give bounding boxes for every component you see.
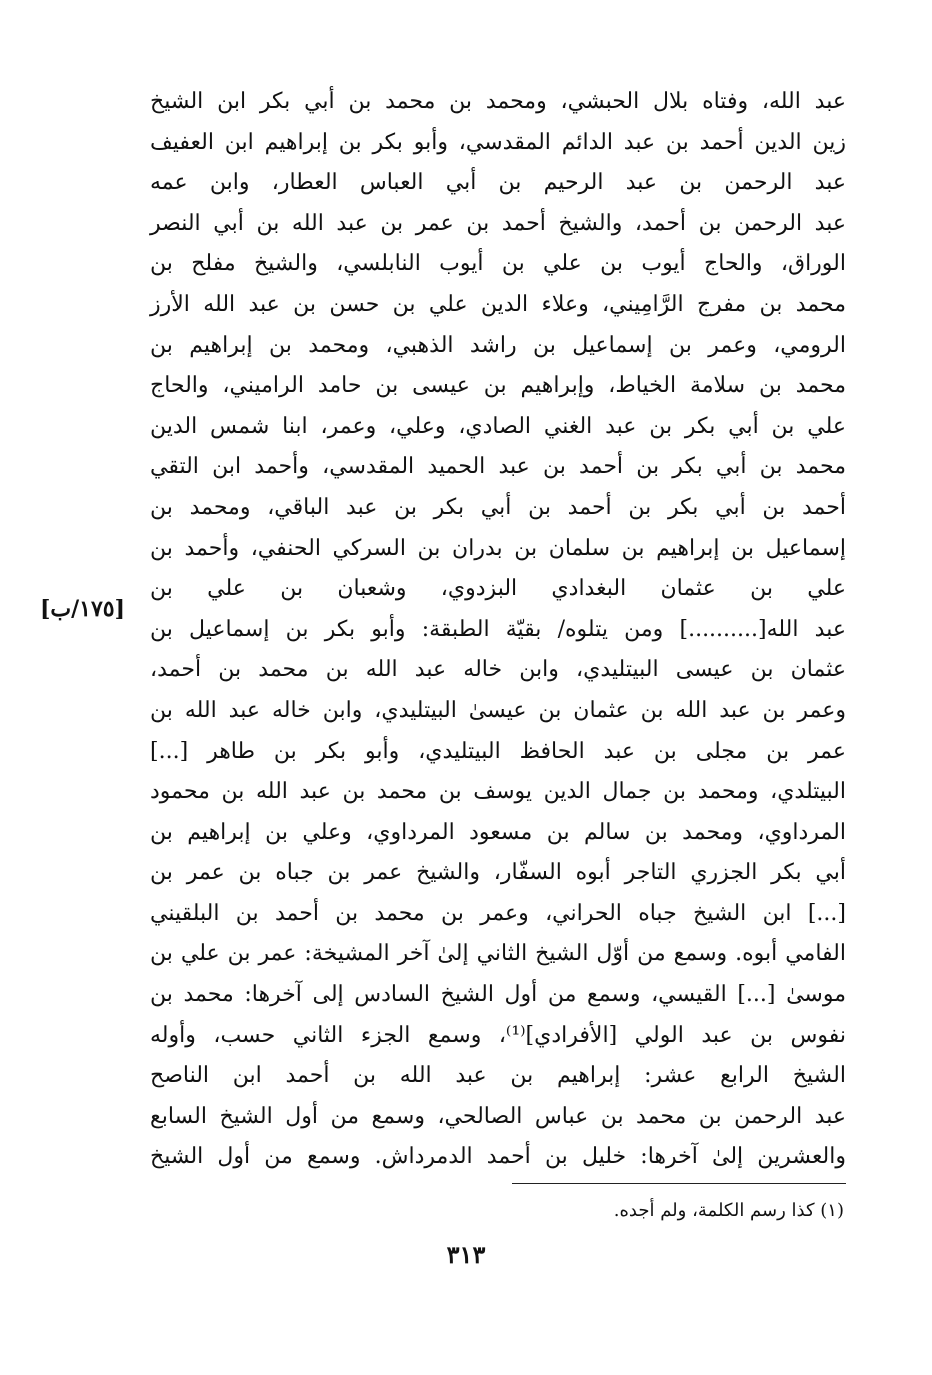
- footnote-separator: [512, 1183, 846, 1184]
- text-line-8: محمد بن سلامة الخياط، وإبراهيم بن عيسى بن حامد الراميني، والحاج: [150, 373, 846, 399]
- text-line-27: والعشرين إلىٰ آخرها: خليل بن أحمد الدمرداش. وسمع من أول الشيخ: [150, 1144, 846, 1170]
- text-line-15: عثمان بن عيسى البيتليدي، وابن خاله عبد الله بن محمد بن أحمد،: [150, 657, 846, 683]
- text-line-12: إسماعيل بن إبراهيم بن سلمان بن بدران بن السركي الحنفي، وأحمد بن: [150, 535, 846, 561]
- manuscript-folio-reference: [١٧٥/ب]: [40, 596, 126, 622]
- text-line-19: المرداوي، ومحمد بن سالم بن مسعود المرداوي، وعلي بن إبراهيم بن: [150, 819, 846, 845]
- text-line-6: محمد بن مفرج الرَّامِيني، وعلاء الدين علي بن حسن بن عبد الله الأرز: [150, 291, 846, 317]
- text-line-23: موسىٰ [...] القيسي، وسمع من أول الشيخ السادس إلى آخرها: محمد بن: [150, 982, 846, 1008]
- text-line-9: علي بن أبي بكر بن عبد الغني الصادي، وعلي، وعمر، ابنا شمس الدين: [150, 413, 846, 439]
- text-line-25: الشيخ الرابع عشر: إبراهيم بن عبد الله بن أحمد ابن الناصح: [150, 1063, 846, 1089]
- text-line-3: عبد الرحمن بن عبد الرحيم بن أبي العباس العطار، وابن عمه: [150, 170, 846, 196]
- text-line-21: [...] ابن الشيخ جباه الحراني، وعمر بن محمد بن أحمد بن البلقيني: [150, 900, 846, 926]
- text-line-26: عبد الرحمن بن محمد بن عباس الصالحي، وسمع من أول الشيخ السابع: [150, 1103, 846, 1129]
- footnote-1: (١) كذا رسم الكلمة، ولم أجده.: [613, 1200, 844, 1221]
- text-line-5: الوراق، والحاج أيوب بن علي بن أيوب النابلسي، والشيخ مفلح بن: [150, 251, 846, 277]
- text-line-20: أبي بكر الجزري التاجر أبوه السفّار، والشيخ عمر بن جباه بن عمر بن: [150, 860, 846, 886]
- page-number: ٣١٣: [446, 1240, 486, 1269]
- text-line-14: عبد الله[..........] ومن يتلوه/ بقيّة الطبقة: وأبو بكر بن إسماعيل بن: [150, 616, 846, 642]
- text-line-10: محمد بن أبي بكر بن أحمد بن عبد الحميد المقدسي، وأحمد ابن التقي: [150, 454, 846, 480]
- text-line-22: الفامي أبوه. وسمع من أوّل الشيخ الثاني إلىٰ آخر المشيخة: عمر بن علي بن: [150, 941, 846, 967]
- text-line-11: أحمد بن أبي بكر بن أحمد بن أبي بكر بن عبد الباقي، ومحمد بن: [150, 494, 846, 520]
- text-line-24: نفوس بن عبد الولي [الأفرادي]⁽¹⁾، وسمع الجزء الثاني حسب، وأوله: [150, 1022, 846, 1048]
- text-line-4: عبد الرحمن بن أحمد، والشيخ أحمد بن عمر بن عبد الله بن أبي النصر: [150, 210, 846, 236]
- text-line-17: عمر بن مجلى بن عبد الحافظ البيتليدي، وأبو بكر بن طاهر [...]: [150, 738, 846, 764]
- text-line-1: عبد الله، وفتاه بلال الحبشي، ومحمد بن محمد بن أبي بكر ابن الشيخ: [150, 89, 846, 114]
- text-line-13: علي بن عثمان البغدادي البزدوي، وشعبان بن علي بن: [150, 576, 846, 602]
- text-line-18: البيتلدي، ومحمد بن جمال الدين يوسف بن محمد بن عبد الله بن محمود: [150, 779, 846, 805]
- text-line-16: وعمر بن عبد الله بن عثمان بن عيسىٰ البيتليدي، وابن خاله عبد الله بن: [150, 697, 846, 723]
- text-line-2: زين الدين أحمد بن عبد الدائم المقدسي، وأبو بكر بن إبراهيم ابن العفيف: [150, 129, 846, 155]
- main-text-block: [150, 82, 846, 1178]
- text-line-7: الرومي، وعمر بن إسماعيل بن راشد الذهبي، ومحمد بن إبراهيم بن: [150, 332, 846, 358]
